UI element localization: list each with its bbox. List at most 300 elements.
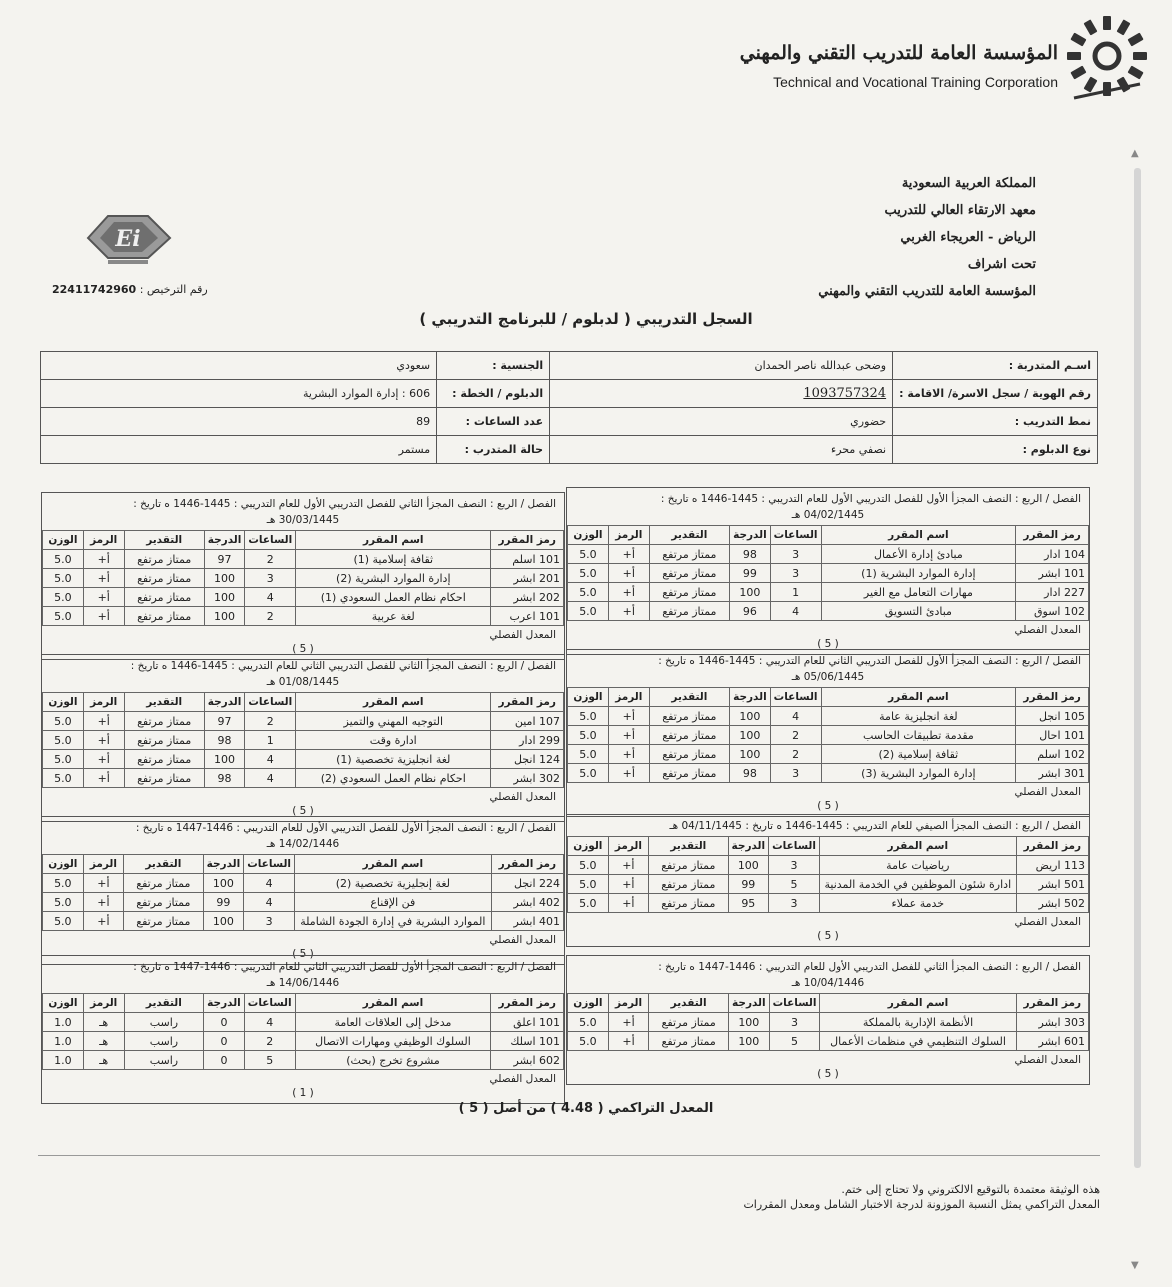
course-hours: 3 <box>770 545 821 564</box>
course-symbol: أ+ <box>608 726 649 745</box>
courses-table <box>42 530 564 626</box>
course-weight: 5.0 <box>43 874 84 893</box>
course-hours: 4 <box>245 769 296 788</box>
semester-title: الفصل / الربع : النصف المجزأ الأول للفصل التدريبي الأول للعام التدريبي : 1446-1447 ه تاريخ : <box>135 822 556 834</box>
table-header-row <box>43 994 564 1013</box>
hours-label: عدد الساعات : <box>437 408 550 436</box>
column-header-degree: الدرجة <box>204 531 245 550</box>
hours-value: 89 <box>41 408 437 436</box>
course-grade: ممتاز مرتفع <box>124 769 204 788</box>
column-header-hours: الساعات <box>244 994 295 1013</box>
semester-gpa <box>567 783 1089 816</box>
column-header-grade: التقدير <box>124 693 204 712</box>
column-header-grade: التقدير <box>649 994 729 1013</box>
course-degree: 99 <box>203 893 244 912</box>
course-hours: 2 <box>245 607 296 626</box>
semester-date: 10/04/1446 هـ <box>791 977 865 989</box>
course-weight: 1.0 <box>43 1013 84 1032</box>
course-name: لغة انجليزية عامة <box>821 707 1016 726</box>
course-code: 101 اسلك <box>491 1032 564 1051</box>
type-value: نصفي محرء <box>550 436 893 464</box>
column-header-code: رمز المقرر <box>1016 688 1089 707</box>
semester-header <box>42 655 564 692</box>
course-symbol: أ+ <box>83 569 124 588</box>
column-header-symbol: الرمز <box>608 688 649 707</box>
course-hours: 3 <box>770 764 821 783</box>
table-row <box>43 1013 564 1032</box>
course-name: مدخل إلى العلاقات العامة <box>295 1013 491 1032</box>
course-name: السلوك التنظيمي في منظمات الأعمال <box>820 1032 1016 1051</box>
org-name-ar: المؤسسة العامة للتدريب التقني والمهني <box>739 42 1058 64</box>
course-name: التوجيه المهني والتميز <box>296 712 491 731</box>
column-header-weight: الوزن <box>568 837 609 856</box>
course-name: إدارة الموارد البشرية (3) <box>821 764 1016 783</box>
semester-panel <box>41 492 565 660</box>
course-code: 224 انجل <box>491 874 563 893</box>
table-header-row <box>568 688 1089 707</box>
course-grade: راسب <box>124 1013 204 1032</box>
column-header-hours: الساعات <box>770 688 821 707</box>
column-header-code: رمز المقرر <box>491 994 564 1013</box>
nationality-value: سعودي <box>41 352 437 380</box>
course-hours: 1 <box>770 583 821 602</box>
semester-header <box>567 650 1089 687</box>
gpa-label: المعدل الفصلي <box>489 629 556 641</box>
course-weight: 5.0 <box>568 764 609 783</box>
course-symbol: أ+ <box>608 1013 649 1032</box>
semester-panel <box>41 654 565 822</box>
course-hours: 4 <box>244 1013 295 1032</box>
course-degree: 100 <box>729 1032 770 1051</box>
course-hours: 4 <box>245 750 296 769</box>
institute-line: المؤسسة العامة للتدريب التقني والمهني <box>818 284 1036 299</box>
semester-panel <box>566 955 1090 1085</box>
course-hours: 4 <box>244 874 295 893</box>
course-weight: 5.0 <box>568 1032 609 1051</box>
course-degree: 98 <box>204 731 245 750</box>
course-hours: 2 <box>245 550 296 569</box>
column-header-symbol: الرمز <box>83 855 123 874</box>
course-degree: 99 <box>728 875 769 894</box>
cumulative-gpa: المعدل التراكمي ( 4.48 ) من أصل ( 5 ) <box>458 1101 714 1116</box>
course-grade: ممتاز مرتفع <box>124 569 204 588</box>
scroll-up-arrow-icon[interactable]: ▲ <box>1131 148 1139 159</box>
course-weight: 5.0 <box>568 583 609 602</box>
course-hours: 4 <box>770 602 821 621</box>
table-row <box>568 602 1089 621</box>
course-grade: ممتاز مرتفع <box>649 602 729 621</box>
course-name: فن الإقناع <box>295 893 492 912</box>
page-title: السجل التدريبي ( لدبلوم / للبرنامج التدريبي ) <box>419 310 753 328</box>
course-name: لغة إنجليزية تخصصية (2) <box>295 874 492 893</box>
semester-header <box>567 815 1089 836</box>
course-weight: 5.0 <box>568 1013 609 1032</box>
course-grade: ممتاز مرتفع <box>124 874 203 893</box>
table-row <box>568 564 1089 583</box>
table-row <box>568 856 1089 875</box>
course-name: الأنظمة الإدارية بالمملكة <box>820 1013 1016 1032</box>
type-label: نوع الدبلوم : <box>893 436 1098 464</box>
course-degree: 100 <box>730 726 771 745</box>
course-degree: 100 <box>730 745 771 764</box>
course-grade: ممتاز مرتفع <box>124 912 203 931</box>
course-symbol: أ+ <box>83 550 124 569</box>
course-degree: 95 <box>728 894 769 913</box>
course-weight: 5.0 <box>568 875 609 894</box>
footer-note: هذه الوثيقة معتمدة بالتوقيع الالكتروني ولا تحتاج إلى ختم. <box>841 1183 1100 1196</box>
semester-panel <box>566 649 1090 817</box>
course-code: 107 امين <box>491 712 564 731</box>
course-symbol: أ+ <box>83 893 123 912</box>
table-header-row <box>43 531 564 550</box>
column-header-degree: الدرجة <box>728 837 769 856</box>
column-header-weight: الوزن <box>568 994 609 1013</box>
course-degree: 98 <box>730 764 771 783</box>
table-row <box>43 712 564 731</box>
column-header-symbol: الرمز <box>608 837 648 856</box>
column-header-degree: الدرجة <box>730 526 771 545</box>
gpa-label: المعدل الفصلي <box>1014 1054 1081 1066</box>
id-value: 1093757324 <box>550 380 893 408</box>
course-degree: 100 <box>204 607 245 626</box>
table-header-row <box>568 994 1089 1013</box>
course-symbol: أ+ <box>83 607 124 626</box>
course-code: 105 انجل <box>1016 707 1089 726</box>
course-name: مبادئ إدارة الأعمال <box>821 545 1016 564</box>
course-degree: 100 <box>204 588 245 607</box>
course-grade: ممتاز مرتفع <box>124 550 204 569</box>
course-degree: 100 <box>728 856 769 875</box>
courses-table <box>42 854 564 931</box>
course-hours: 5 <box>244 1051 295 1070</box>
course-symbol: هـ <box>83 1013 124 1032</box>
gpa-value: ( 5 ) <box>292 643 314 655</box>
column-header-hours: الساعات <box>244 855 295 874</box>
course-grade: ممتاز مرتفع <box>649 1032 729 1051</box>
course-hours: 5 <box>769 875 820 894</box>
course-symbol: أ+ <box>608 564 649 583</box>
institute-line: المملكة العربية السعودية <box>901 176 1036 191</box>
column-header-hours: الساعات <box>770 526 821 545</box>
column-header-grade: التقدير <box>649 526 729 545</box>
column-header-hours: الساعات <box>245 693 296 712</box>
courses-table <box>567 993 1089 1051</box>
course-name: الموارد البشرية في إدارة الجودة الشاملة <box>295 912 492 931</box>
course-hours: 4 <box>244 893 295 912</box>
course-name: ادارة وقت <box>296 731 491 750</box>
column-header-weight: الوزن <box>43 531 84 550</box>
course-symbol: أ+ <box>83 750 124 769</box>
column-header-code: رمز المقرر <box>1016 837 1088 856</box>
course-grade: ممتاز مرتفع <box>649 564 729 583</box>
course-name: ادارة شئون الموظفين في الخدمة المدنية <box>819 875 1016 894</box>
course-symbol: أ+ <box>608 875 648 894</box>
footer-note: المعدل التراكمي يمثل النسبة الموزونة لدرجة الاختبار الشامل ومعدل المقررات <box>743 1198 1100 1211</box>
name-value: وضحى عبدالله ناصر الحمدان <box>550 352 893 380</box>
column-header-name: اسم المقرر <box>821 688 1016 707</box>
column-header-symbol: الرمز <box>83 531 124 550</box>
semester-title: الفصل / الربع : النصف المجزأ الثاني للفصل التدريبي الأول للعام التدريبي : 1445-1446 ه تاريخ : <box>133 498 556 510</box>
semester-panel <box>566 487 1090 655</box>
course-name: السلوك الوظيفي ومهارات الاتصال <box>295 1032 491 1051</box>
column-header-code: رمز المقرر <box>491 693 564 712</box>
course-code: 303 ابشر <box>1016 1013 1088 1032</box>
course-degree: 100 <box>730 707 771 726</box>
institute-line: معهد الارتقاء العالي للتدريب <box>884 203 1036 218</box>
column-header-grade: التقدير <box>124 994 204 1013</box>
institute-line: تحت اشراف <box>967 257 1036 272</box>
course-symbol: أ+ <box>83 769 124 788</box>
course-name: إدارة الموارد البشرية (2) <box>296 569 491 588</box>
column-header-symbol: الرمز <box>83 693 124 712</box>
table-row <box>43 550 564 569</box>
course-degree: 0 <box>204 1013 245 1032</box>
semester-date: 14/06/1446 هـ <box>266 977 340 989</box>
course-code: 202 ابشر <box>491 588 564 607</box>
gpa-value: ( 5 ) <box>817 930 839 942</box>
courses-table <box>567 687 1089 783</box>
course-name: رياضيات عامة <box>819 856 1016 875</box>
course-name: لغة انجليزية تخصصية (1) <box>296 750 491 769</box>
gpa-value: ( 5 ) <box>817 1068 839 1080</box>
org-name-en: Technical and Vocational Training Corporation <box>773 74 1058 90</box>
course-symbol: أ+ <box>608 764 649 783</box>
course-degree: 100 <box>204 750 245 769</box>
course-grade: ممتاز مرتفع <box>649 856 728 875</box>
table-header-row <box>43 693 564 712</box>
gpa-label: المعدل الفصلي <box>1014 916 1081 928</box>
table-row <box>568 726 1089 745</box>
course-weight: 5.0 <box>568 745 609 764</box>
course-grade: ممتاز مرتفع <box>649 1013 729 1032</box>
table-row <box>43 1032 564 1051</box>
column-header-grade: التقدير <box>649 688 729 707</box>
course-name: احكام نظام العمل السعودي (2) <box>296 769 491 788</box>
status-label: حالة المتدرب : <box>437 436 550 464</box>
course-weight: 5.0 <box>568 564 609 583</box>
course-code: 101 اعلق <box>491 1013 564 1032</box>
course-symbol: أ+ <box>608 583 649 602</box>
course-hours: 3 <box>769 894 820 913</box>
gpa-label: المعدل الفصلي <box>489 791 556 803</box>
mode-value: حضوري <box>550 408 893 436</box>
course-degree: 97 <box>204 550 245 569</box>
course-weight: 5.0 <box>43 569 84 588</box>
column-header-name: اسم المقرر <box>821 526 1016 545</box>
course-code: 501 ابشر <box>1016 875 1088 894</box>
course-weight: 5.0 <box>568 726 609 745</box>
column-header-name: اسم المقرر <box>295 855 492 874</box>
semester-header <box>567 488 1089 525</box>
course-hours: 2 <box>770 745 821 764</box>
course-code: 302 ابشر <box>491 769 564 788</box>
course-hours: 3 <box>245 569 296 588</box>
column-header-name: اسم المقرر <box>295 994 491 1013</box>
divider <box>38 1155 1100 1156</box>
table-row <box>568 707 1089 726</box>
course-weight: 5.0 <box>568 602 609 621</box>
semester-title: الفصل / الربع : النصف المجزأ الثاني للفصل التدريبي الثاني للعام التدريبي : 1445-1446 ه تاريخ : <box>130 660 556 672</box>
column-header-code: رمز المقرر <box>1016 526 1089 545</box>
column-header-hours: الساعات <box>769 994 820 1013</box>
semester-gpa <box>42 1070 564 1103</box>
column-header-name: اسم المقرر <box>820 994 1016 1013</box>
course-weight: 5.0 <box>43 750 84 769</box>
table-row <box>43 874 564 893</box>
column-header-symbol: الرمز <box>608 994 649 1013</box>
scroll-down-arrow-icon[interactable]: ▼ <box>1131 1260 1139 1271</box>
table-header-row <box>568 526 1089 545</box>
table-row <box>568 1032 1089 1051</box>
course-code: 101 احال <box>1016 726 1089 745</box>
gpa-value: ( 5 ) <box>292 805 314 817</box>
course-symbol: أ+ <box>608 856 648 875</box>
gpa-label: المعدل الفصلي <box>489 934 556 946</box>
course-degree: 100 <box>204 569 245 588</box>
course-degree: 100 <box>203 912 244 931</box>
course-symbol: أ+ <box>83 712 124 731</box>
course-symbol: أ+ <box>608 545 649 564</box>
course-grade: ممتاز مرتفع <box>649 583 729 602</box>
semester-panel <box>566 814 1090 947</box>
courses-table <box>567 836 1089 913</box>
course-weight: 5.0 <box>43 712 84 731</box>
course-hours: 2 <box>244 1032 295 1051</box>
gpa-label: المعدل الفصلي <box>1014 624 1081 636</box>
course-weight: 1.0 <box>43 1032 84 1051</box>
column-header-weight: الوزن <box>43 693 84 712</box>
course-grade: ممتاز مرتفع <box>649 545 729 564</box>
table-row <box>568 545 1089 564</box>
course-hours: 3 <box>770 564 821 583</box>
course-grade: ممتاز مرتفع <box>124 750 204 769</box>
column-header-weight: الوزن <box>43 994 84 1013</box>
course-grade: ممتاز مرتفع <box>124 588 204 607</box>
table-row <box>568 894 1089 913</box>
semester-date: 14/02/1446 هـ <box>266 838 340 850</box>
semester-date: 05/06/1445 هـ <box>791 671 865 683</box>
course-symbol: هـ <box>83 1051 124 1070</box>
course-code: 102 اسوق <box>1016 602 1089 621</box>
license-line <box>52 283 208 296</box>
table-header-row <box>568 837 1089 856</box>
course-degree: 98 <box>730 545 771 564</box>
table-row <box>568 764 1089 783</box>
column-header-name: اسم المقرر <box>296 693 491 712</box>
column-header-degree: الدرجة <box>204 693 245 712</box>
course-grade: ممتاز مرتفع <box>124 893 203 912</box>
scrollbar[interactable] <box>1134 168 1141 1168</box>
course-symbol: أ+ <box>83 912 123 931</box>
table-row <box>568 745 1089 764</box>
table-row <box>43 588 564 607</box>
semester-title: الفصل / الربع : النصف المجزأ الأول للفصل التدريبي الثاني للعام التدريبي : 1445-1446 ه تاريخ : <box>658 655 1081 667</box>
course-name: احكام نظام العمل السعودي (1) <box>296 588 491 607</box>
course-code: 401 ابشر <box>491 912 563 931</box>
semester-gpa <box>567 913 1089 946</box>
course-name: مقدمة تطبيقات الحاسب <box>821 726 1016 745</box>
semester-title: الفصل / الربع : النصف المجزأ الصيفي للعام التدريبي : 1445-1446 ه تاريخ : 04/11/1445 هـ <box>669 820 1081 832</box>
course-hours: 5 <box>769 1032 820 1051</box>
semester-header <box>42 956 564 993</box>
course-code: 101 اسلم <box>491 550 564 569</box>
course-code: 101 اعرب <box>491 607 564 626</box>
tvtc-logo-icon <box>1064 14 1150 106</box>
course-code: 201 ابشر <box>491 569 564 588</box>
course-hours: 1 <box>245 731 296 750</box>
institute-block <box>818 170 1036 305</box>
course-symbol: أ+ <box>608 894 648 913</box>
course-code: 502 ابشر <box>1016 894 1088 913</box>
semester-date: 01/08/1445 هـ <box>266 676 340 688</box>
course-grade: ممتاز مرتفع <box>649 875 728 894</box>
table-row <box>43 893 564 912</box>
course-symbol: هـ <box>83 1032 124 1051</box>
course-symbol: أ+ <box>83 588 124 607</box>
column-header-code: رمز المقرر <box>1016 994 1088 1013</box>
ei-logo-text: Ei <box>115 226 141 252</box>
course-weight: 1.0 <box>43 1051 84 1070</box>
course-degree: 100 <box>729 1013 770 1032</box>
course-degree: 0 <box>204 1051 245 1070</box>
column-header-grade: التقدير <box>124 855 203 874</box>
course-name: مهارات التعامل مع الغير <box>821 583 1016 602</box>
course-grade: ممتاز مرتفع <box>649 745 729 764</box>
course-symbol: أ+ <box>608 1032 649 1051</box>
table-row <box>43 1051 564 1070</box>
semester-date: 30/03/1445 هـ <box>266 514 340 526</box>
name-label: اسـم المتدربة : <box>893 352 1098 380</box>
semester-gpa <box>567 1051 1089 1084</box>
mode-label: نمط التدريب : <box>893 408 1098 436</box>
license-label: رقم الترخيص : <box>139 283 208 296</box>
column-header-weight: الوزن <box>568 688 609 707</box>
course-code: 301 ابشر <box>1016 764 1089 783</box>
course-degree: 99 <box>730 564 771 583</box>
course-code: 602 ابشر <box>491 1051 564 1070</box>
semester-panel <box>41 955 565 1104</box>
status-value: مستمر <box>41 436 437 464</box>
course-grade: ممتاز مرتفع <box>649 707 729 726</box>
semester-header <box>567 956 1089 993</box>
semester-title: الفصل / الربع : النصف المجزأ الأول للفصل التدريبي الأول للعام التدريبي : 1445-1446 ه تاريخ : <box>660 493 1081 505</box>
column-header-degree: الدرجة <box>729 994 770 1013</box>
course-name: مبادئ التسويق <box>821 602 1016 621</box>
column-header-degree: الدرجة <box>730 688 771 707</box>
course-name: ثقافة إسلامية (2) <box>821 745 1016 764</box>
column-header-hours: الساعات <box>245 531 296 550</box>
course-hours: 4 <box>245 588 296 607</box>
column-header-degree: الدرجة <box>203 855 244 874</box>
trainee-info-table <box>40 351 1098 464</box>
column-header-name: اسم المقرر <box>819 837 1016 856</box>
course-symbol: أ+ <box>608 602 649 621</box>
course-symbol: أ+ <box>608 707 649 726</box>
column-header-code: رمز المقرر <box>491 531 564 550</box>
course-hours: 3 <box>769 1013 820 1032</box>
table-row <box>568 1013 1089 1032</box>
semester-title: الفصل / الربع : النصف المجزأ الثاني للفصل التدريبي الأول للعام التدريبي : 1446-1447 ه تاريخ : <box>658 961 1081 973</box>
course-code: 104 ادار <box>1016 545 1089 564</box>
course-weight: 5.0 <box>568 707 609 726</box>
semester-panel <box>41 816 565 965</box>
course-code: 101 ابشر <box>1016 564 1089 583</box>
course-hours: 4 <box>770 707 821 726</box>
course-weight: 5.0 <box>568 545 609 564</box>
course-hours: 2 <box>245 712 296 731</box>
column-header-weight: الوزن <box>568 526 609 545</box>
course-grade: ممتاز مرتفع <box>649 894 728 913</box>
